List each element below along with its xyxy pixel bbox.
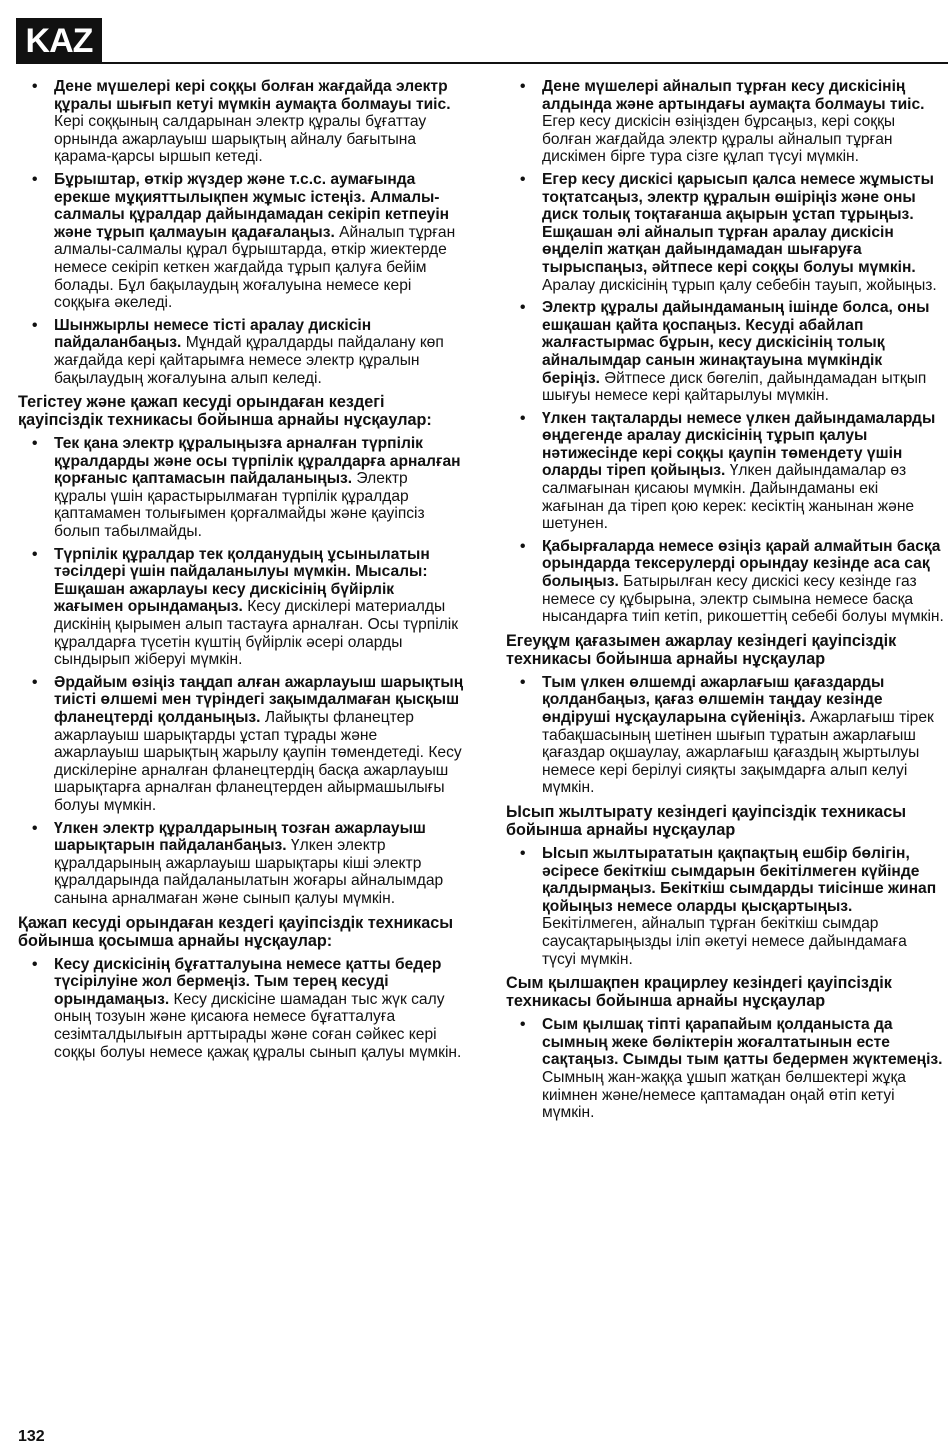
list-item: • Тым үлкен өлшемді ажарлағыш қағаздарды қолданбаңыз, қағаз өлшемін таңдау кезінде өндіруші нұсқауларына сүйеніңіз. Ажарлағыш тірек табақшасының шетінен шығып тұратын ажарлағыш қағаздар оқшаулау, ажарлағыш қағаздың жыртылуы немесе кері берілуі сияқты зақымдарға алып келуі мүмкін. (506, 674, 944, 797)
list-item: • Тек қана электр құралыңызға арналған түрпілік құралдарды және осы түрпілік құралдарға арналған қорғаныс қаптамасын пайдаланыңыз. Электр құралы үшін қарастырылмаған түрпілік құралдар қаптамамен толығымен қорғалмайды және қауіпсіз болып табылмайды. (18, 435, 464, 541)
list-item: • Бұрыштар, өткір жүздер және т.с.с. аумағында ерекше мұқияттылықпен жұмыс істеңіз. Алмалы-салмалы құралдар дайындамадан секіріп кетпеуін және тұрып қалмауын қадағалаңыз. Айналып тұрған алмалы-салмалы құрал бұрыштарда, өткір жиектерде немесе секіріп кеткен жағдайда тұрып қалуға бейім болады. Бұл бақылаудың жоғалуына немесе кері соққыға әкеледі. (18, 171, 464, 312)
section-heading: Қажап кесуді орындаған кездегі қауіпсіздік техникасы бойынша қосымша арнайы нұсқаулар: (18, 913, 454, 950)
list-item: • Дене мүшелері айналып тұрған кесу дискісінің алдында және артындағы аумақта болмауы тиіс. Егер кесу дискісін өзіңізден бұрсаңыз, кері соққы болған жағдайда электр құралы айналып тұрған дискімен бірге тура сізге құлап түсуі мүмкін. (506, 78, 944, 166)
list-item: • Электр құралы дайындаманың ішінде болса, оны ешқашан қайта қоспаңыз. Кесуді абайлап жалғастырмас бұрын, кесу дискісінің толық айналымдар санын жинақтауына мүмкіндік беріңіз. Әйтпесе диск бөгеліп, дайындамадан ытқып шығуы немесе кері қайтарылуы мүмкін. (506, 299, 944, 405)
section-heading: Ысып жылтырату кезіндегі қауіпсіздік техникасы бойынша арнайы нұсқаулар (506, 802, 907, 839)
list-item: • Әрдайым өзіңіз таңдап алған ажарлауыш шарықтың тиісті өлшемі мен түріндегі зақымдалмаған қысқыш фланецтерді қолданыңыз. Лайықты фланецтер ажарлауыш шарықтарды ұстап тұрады және ажарлауыш шарықтың жарылу қаупін төмендетеді. Кесу дискілеріне арналған фланецтердің басқа ажарлауыш шарықтарға арналған фланецтерден айырмашылығы болуы мүмкін. (18, 674, 464, 815)
list-item: • Ысып жылтырататын қақпақтың ешбір бөлігін, әсіресе бекіткіш сымдарын бекітілмеген күйінде қалдырмаңыз. Бекіткіш сымдарды тиісінше жинап қойыңыз немесе оларды қысқартыңыз. Бекітілмеген, айналып тұрған бекіткіш сымдар саусақтарыңызды іліп әкетуі немесе дайындамаға түсуі мүмкін. (506, 845, 944, 968)
list-item: • Дене мүшелері кері соққы болған жағдайда электр құралы шығып кетуі мүмкін аумақта болмауы тиіс. Кері соққының салдарынан электр құралы бұғаттау орнында ажарлауыш шарықтың айналу бағытына қарама-қарсы ыршып кетеді. (18, 78, 464, 166)
header-rule (102, 62, 948, 64)
section-heading: Егеуқұм қағазымен ажарлау кезіндегі қауіпсіздік техникасы бойынша арнайы нұсқаулар (506, 631, 897, 668)
language-badge: KAZ (16, 18, 102, 64)
right-column (506, 78, 944, 1127)
list-item: • Шынжырлы немесе тісті аралау дискісін пайдаланбаңыз. Мұндай құралдарды пайдалану көп жағдайда кері қайтарымға немесе электр құралын бақылаудың жоғалуына алып келеді. (18, 317, 464, 387)
list-item: • Сым қылшақ тіпті қарапайым қолданыста да сымның жеке бөліктерін жоғалтатынын есте сақтаңыз. Сымды тым қатты бедермен жүктемеңіз. Сымның жан-жаққа ұшып жатқан бөлшектері жұқа киімнен және/немесе қаптамадан оңай өтіп кетуі мүмкін. (506, 1016, 944, 1122)
list-item: • Үлкен электр құралдарының тозған ажарлауыш шарықтарын пайдаланбаңыз. Үлкен электр құралдарының ажарлауыш шарықтары кіші электр құралдарында пайдаланылатын жоғары айналымдар санына арналмаған және сынып қалуы мүмкін. (18, 820, 464, 908)
list-item: • Түрпілік құралдар тек қолданудың ұсынылатын тәсілдері үшін пайдаланылуы мүмкін. Мысалы: Ешқашан ажарлауы кесу дискісінің бүйірлік жағымен орындамаңыз. Кесу дискілері материалды дискінің қырымен алып тастауға арналған. Осы түрпілік құралдарға түсетін күштің бүйірлік әсері оларды сындырып жіберуі мүмкін. (18, 546, 464, 669)
left-column (18, 78, 464, 1066)
list-item: • Үлкен тақталарды немесе үлкен дайындамаларды өңдегенде аралау дискісінің тұрып қалуы нәтижесінде кері соққы қаупін төмендету үшін оларды тіреп қойыңыз. Үлкен дайындамалар өз салмағынан қисаюы мүмкін. Дайындаманы екі жағынан да тіреп қою керек: кесіктің жанынан және шетунен. (506, 410, 944, 533)
section-heading: Тегістеу және қажап кесуді орындаған кездегі қауіпсіздік техникасы бойынша арнайы нұсқаулар: (18, 393, 432, 430)
section-heading: Сым қылшақпен крацирлеу кезіндегі қауіпсіздік техникасы бойынша арнайы нұсқаулар (506, 974, 892, 1011)
list-item: • Қабырғаларда немесе өзіңіз қарай алмайтын басқа орындарда тексерулерді орындау кезінде аса сақ болыңыз. Батырылған кесу дискісі кесу кезінде газ немесе су құбырына, электр сымына немесе басқа нысандарға тиіп кетіп, рикошеттің себебі болуы мүмкін. (506, 538, 944, 626)
list-item: • Кесу дискісінің бұғатталуына немесе қатты бедер түсірілуіне жол бермеңіз. Тым терең кесуді орындамаңыз. Кесу дискісіне шамадан тыс жүк салу оның тозуын және қисаюға немесе бұғатталуға сезімталдылығын арттырады және соған сәйкес кері соққы болуы немесе қажақ құралы сынып қалуы мүмкін. (18, 956, 464, 1062)
list-item: • Егер кесу дискісі қарысып қалса немесе жұмысты тоқтатсаңыз, электр құралын өшіріңіз және оны диск толық тоқтағанша ақырын ұстап тұрыңыз. Ешқашан әлі айналып тұрған аралау дискісін өңделіп жатқан дайындамадан шығаруға тырыспаңыз, әйтпесе кері соққы болуы мүмкін. Аралау дискісінің тұрып қалу себебін тауып, жойыңыз. (506, 171, 944, 294)
page-number: 132 (18, 1428, 45, 1445)
